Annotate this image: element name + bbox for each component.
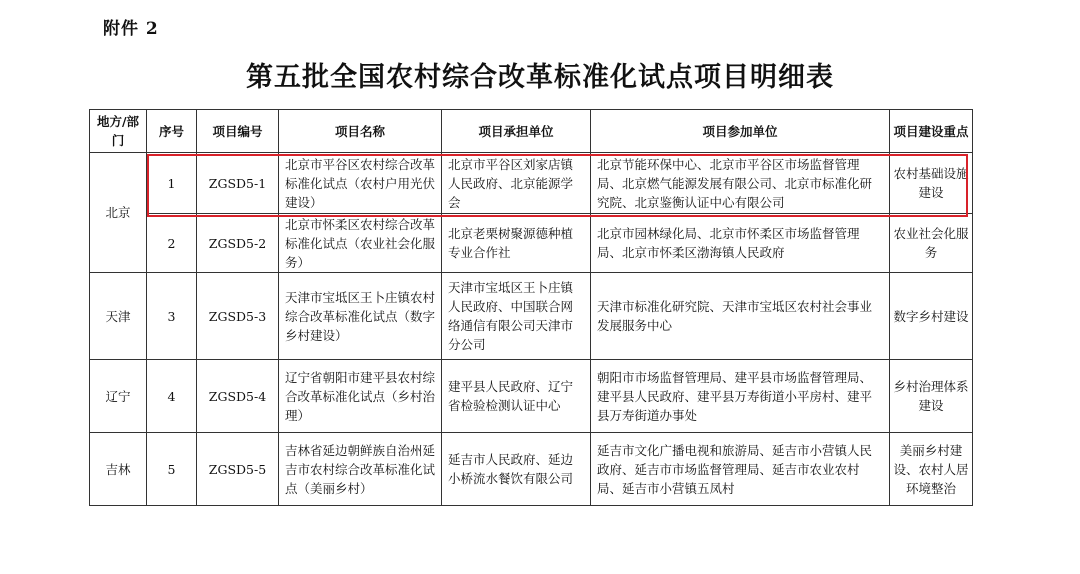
cell-region: 天津 — [90, 273, 147, 360]
table-row — [90, 273, 973, 360]
cell-focus: 农业社会化服务 — [890, 214, 973, 273]
cell-seq: 2 — [147, 214, 197, 273]
cell-code: ZGSD5-5 — [197, 433, 279, 506]
cell-focus: 数字乡村建设 — [890, 273, 973, 360]
table-row — [90, 214, 973, 273]
header-region: 地方/部门 — [90, 110, 147, 153]
cell-code: ZGSD5-4 — [197, 360, 279, 433]
cell-name: 天津市宝坻区王卜庄镇农村综合改革标准化试点（数字乡村建设） — [279, 273, 442, 360]
cell-name: 北京市平谷区农村综合改革标准化试点（农村户用光伏建设） — [279, 153, 442, 214]
cell-code: ZGSD5-3 — [197, 273, 279, 360]
cell-host: 北京老栗树聚源德种植专业合作社 — [442, 214, 591, 273]
header-code: 项目编号 — [197, 110, 279, 153]
header-seq: 序号 — [147, 110, 197, 153]
header-host: 项目承担单位 — [442, 110, 591, 153]
cell-code: ZGSD5-2 — [197, 214, 279, 273]
cell-host: 天津市宝坻区王卜庄镇人民政府、中国联合网络通信有限公司天津市分公司 — [442, 273, 591, 360]
project-detail-table — [89, 109, 973, 506]
cell-seq: 4 — [147, 360, 197, 433]
cell-seq: 3 — [147, 273, 197, 360]
cell-host: 北京市平谷区刘家店镇人民政府、北京能源学会 — [442, 153, 591, 214]
cell-region: 辽宁 — [90, 360, 147, 433]
header-participants: 项目参加单位 — [591, 110, 890, 153]
cell-name: 北京市怀柔区农村综合改革标准化试点（农业社会化服务） — [279, 214, 442, 273]
cell-participants: 北京市园林绿化局、北京市怀柔区市场监督管理局、北京市怀柔区渤海镇人民政府 — [591, 214, 890, 273]
page-title: 第五批全国农村综合改革标准化试点项目明细表 — [246, 62, 834, 93]
table-row — [90, 153, 973, 214]
cell-host: 建平县人民政府、辽宁省检验检测认证中心 — [442, 360, 591, 433]
cell-region: 北京 — [90, 153, 147, 273]
cell-focus: 美丽乡村建设、农村人居环境整治 — [890, 433, 973, 506]
cell-seq: 1 — [147, 153, 197, 214]
cell-focus: 农村基础设施建设 — [890, 153, 973, 214]
cell-participants: 北京节能环保中心、北京市平谷区市场监督管理局、北京燃气能源发展有限公司、北京市标准化研究院、北京鉴衡认证中心有限公司 — [591, 153, 890, 214]
attachment-label: 附件 2 — [103, 19, 159, 39]
header-focus: 项目建设重点 — [890, 110, 973, 153]
cell-name: 辽宁省朝阳市建平县农村综合改革标准化试点（乡村治理） — [279, 360, 442, 433]
cell-host: 延吉市人民政府、延边小桥流水餐饮有限公司 — [442, 433, 591, 506]
cell-participants: 朝阳市市场监督管理局、建平县市场监督管理局、建平县人民政府、建平县万寿街道小平房村、建平县万寿街道办事处 — [591, 360, 890, 433]
cell-participants: 延吉市文化广播电视和旅游局、延吉市小营镇人民政府、延吉市市场监督管理局、延吉市农业农村局、延吉市小营镇五凤村 — [591, 433, 890, 506]
table-row — [90, 360, 973, 433]
table-row — [90, 433, 973, 506]
cell-region: 吉林 — [90, 433, 147, 506]
header-name: 项目名称 — [279, 110, 442, 153]
cell-focus: 乡村治理体系建设 — [890, 360, 973, 433]
cell-code: ZGSD5-1 — [197, 153, 279, 214]
cell-seq: 5 — [147, 433, 197, 506]
table-header-row — [90, 110, 973, 153]
cell-name: 吉林省延边朝鲜族自治州延吉市农村综合改革标准化试点（美丽乡村） — [279, 433, 442, 506]
cell-participants: 天津市标准化研究院、天津市宝坻区农村社会事业发展服务中心 — [591, 273, 890, 360]
